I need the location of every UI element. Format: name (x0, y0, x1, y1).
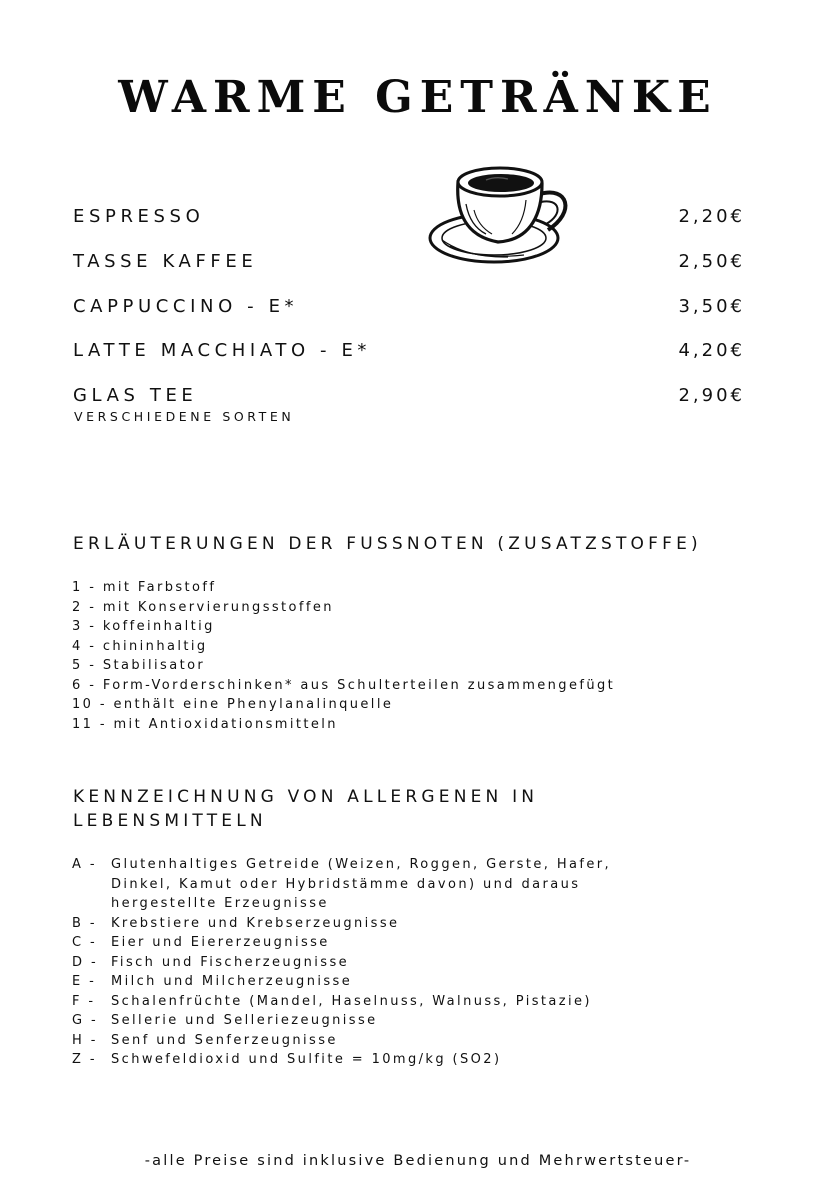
allergen-text: Fisch und Fischerzeugnisse (111, 954, 350, 970)
allergen-text: Glutenhaltiges Getreide (Weizen, Roggen, Gerste, Hafer, Dinkel, Kamut oder Hybridstämme davon) und daraus hergestellte Erzeugnisse (111, 857, 612, 911)
allergen-code: H - (72, 1032, 98, 1048)
allergens-heading (73, 785, 538, 833)
allergen-item (72, 855, 611, 914)
price-footer-note: -alle Preise sind inklusive Bedienung und Mehrwertsteuer- (144, 1153, 692, 1169)
allergen-item (72, 992, 611, 1012)
allergen-code: E - (72, 974, 97, 989)
menu-item-price: 2,50€ (678, 251, 745, 272)
footnote-item: 5 - Stabilisator (72, 658, 206, 673)
allergen-text: Senf und Senferzeugnisse (111, 1032, 338, 1048)
coffee-cup-icon (428, 160, 578, 272)
allergen-code: C - (72, 935, 98, 950)
allergen-code: A - (72, 857, 97, 872)
menu-item-price: 3,50€ (678, 296, 745, 317)
footnotes-list (72, 578, 615, 734)
allergen-item (72, 1031, 611, 1051)
allergen-code: B - (72, 915, 97, 931)
footnotes-heading: ERLÄUTERUNGEN DER FUSSNOTEN (ZUSATZSTOFFE) (73, 534, 702, 554)
allergen-code: Z - (72, 1052, 97, 1067)
allergen-text: Schwefeldioxid und Sulfite = 10mg/kg (SO2) (111, 1052, 502, 1067)
footnote-item: 4 - chininhaltig (72, 638, 208, 654)
footnote-item: 1 - mit Farbstoff (72, 580, 217, 595)
allergen-item (72, 933, 611, 953)
menu-item-name: TASSE KAFFEE (73, 251, 258, 272)
menu-item-subtitle: VERSCHIEDENE SORTEN (74, 409, 295, 424)
allergens-heading-line1: KENNZEICHNUNG VON ALLERGENEN IN (73, 787, 539, 807)
menu-item-name: LATTE MACCHIATO - E* (73, 340, 372, 361)
menu-item-name: CAPPUCCINO - E* (73, 296, 299, 317)
menu-item-price: 4,20€ (678, 340, 745, 361)
footnote-item: 6 - Form-Vorderschinken* aus Schulterteilen zusammengefügt (72, 677, 616, 693)
menu-item-price: 2,20€ (678, 206, 745, 227)
allergen-code: F - (72, 993, 96, 1009)
allergen-text: Milch und Milcherzeugnisse (111, 974, 353, 989)
footnote-item: 10 - enthält eine Phenylanalinquelle (72, 697, 394, 712)
menu-item-name: ESPRESSO (73, 206, 205, 227)
page-title: WARME GETRÄNKE (118, 72, 718, 123)
allergen-item (72, 972, 611, 992)
allergen-text: Krebstiere und Krebserzeugnisse (111, 915, 400, 931)
allergen-code: D - (72, 954, 99, 970)
footnote-item: 11 - mit Antioxidationsmitteln (72, 716, 338, 732)
allergen-item (72, 1050, 611, 1070)
footnote-item: 3 - koffeinhaltig (72, 619, 215, 634)
allergens-list (72, 855, 611, 1070)
menu-item-price: 2,90€ (678, 385, 745, 406)
allergen-item (72, 953, 611, 973)
allergens-heading-line2: LEBENSMITTELN (73, 811, 267, 831)
allergen-text: Schalenfrüchte (Mandel, Haselnuss, Walnuss, Pistazie) (111, 993, 592, 1009)
allergen-text: Eier und Eiererzeugnisse (111, 935, 330, 950)
allergen-text: Sellerie und Selleriezeugnisse (111, 1013, 378, 1028)
allergen-item (72, 1011, 611, 1031)
menu-item-name: GLAS TEE (73, 385, 198, 406)
allergen-code: G - (72, 1013, 99, 1028)
allergen-item (72, 914, 611, 934)
footnote-item: 2 - mit Konservierungsstoffen (72, 599, 334, 615)
